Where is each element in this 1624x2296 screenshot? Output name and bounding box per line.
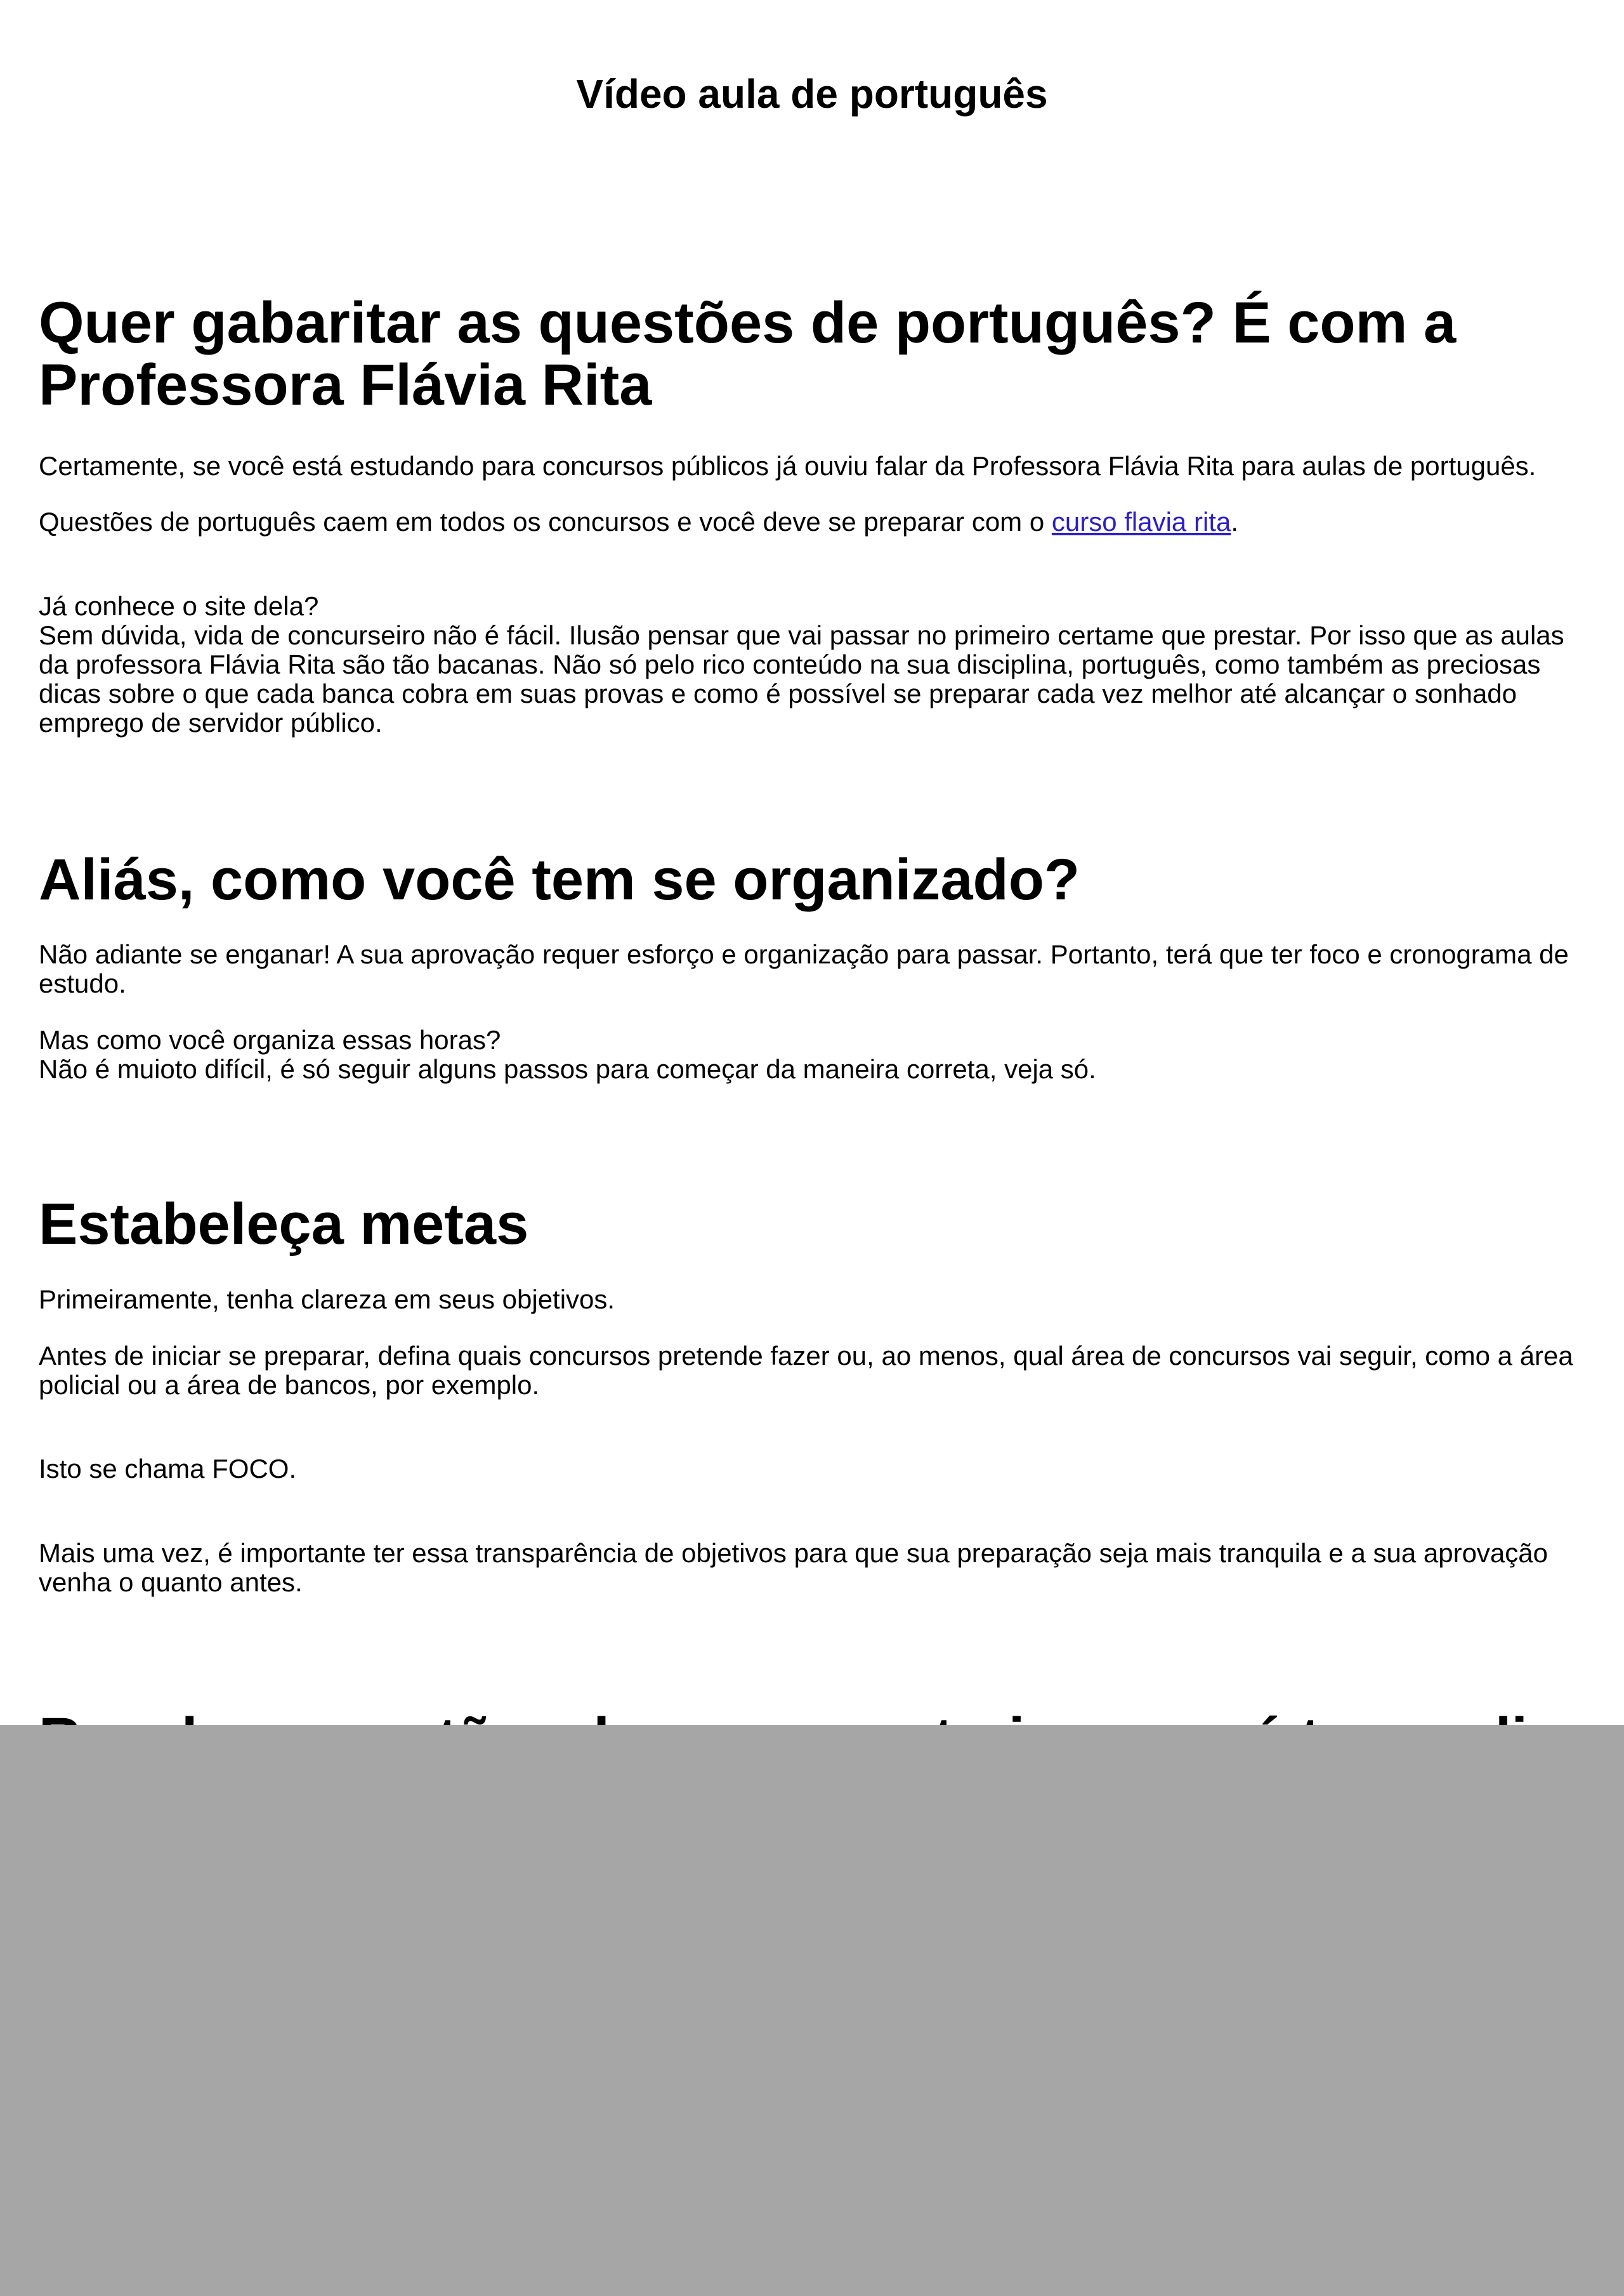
- paragraph-certamente: Certamente, se você está estudando para concursos públicos já ouviu falar da Professora Flávia Rita para aulas de português.: [39, 451, 1536, 481]
- heading-quer-gabaritar: Quer gabaritar as questões de português? É com a Professora Flávia Rita: [39, 290, 1457, 417]
- paragraph-antes-de-iniciar: Antes de iniciar se preparar, defina quais concursos pretende fazer ou, ao menos, qual área de concursos vai seguir, como a área policial ou a área de bancos, por exemplo.: [39, 1341, 1573, 1400]
- paragraph-foco: Isto se chama FOCO.: [39, 1454, 297, 1484]
- heading-estabeleca-metas: Estabeleça metas: [39, 1192, 529, 1256]
- paragraph-mas-como: [39, 1026, 1587, 1084]
- paragraph-questoes-text: Questões de português caem em todos os concursos e você deve se preparar com o: [39, 507, 1052, 537]
- curso-flavia-rita-link[interactable]: curso flavia rita: [1051, 507, 1231, 537]
- paragraph-mas-como-body: Não é muioto difícil, é só seguir alguns passos para começar da maneira correta, veja só.: [39, 1054, 1096, 1084]
- paragraph-questoes: [39, 507, 1587, 537]
- paragraph-mais-uma-vez: Mais uma vez, é importante ter essa transparência de objetivos para que sua preparação seja mais tranquila e a sua aprovação venha o quanto antes.: [39, 1538, 1549, 1597]
- gray-overlay: [0, 1725, 1624, 2296]
- heading-alias: Aliás, como você tem se organizado?: [39, 847, 1080, 912]
- paragraph-questoes-end: .: [1231, 507, 1238, 537]
- site-title: Vídeo aula de português: [576, 71, 1048, 117]
- paragraph-ja-conhece-question: Já conhece o site dela?: [39, 591, 319, 621]
- paragraph-ja-conhece: [39, 592, 1587, 738]
- paragraph-ja-conhece-body: Sem dúvida, vida de concurseiro não é fácil. Ilusão pensar que vai passar no primeiro certame que prestar. Por isso que as aulas da professora Flávia Rita são tão bacanas. Não só pelo rico conteúdo na sua disciplina, português, como também as preciosas dicas sobre o que cada banca cobra em suas provas e como é possível se preparar cada vez melhor até alcançar o sonhado emprego de servidor público.: [39, 620, 1564, 738]
- paragraph-mas-como-question: Mas como você organiza essas horas?: [39, 1025, 501, 1055]
- paragraph-nao-adiante: Não adiante se enganar! A sua aprovação requer esforço e organização para passar. Portanto, terá que ter foco e cronograma de estudo.: [39, 939, 1569, 998]
- paragraph-primeiramente: Primeiramente, tenha clareza em seus objetivos.: [39, 1284, 615, 1314]
